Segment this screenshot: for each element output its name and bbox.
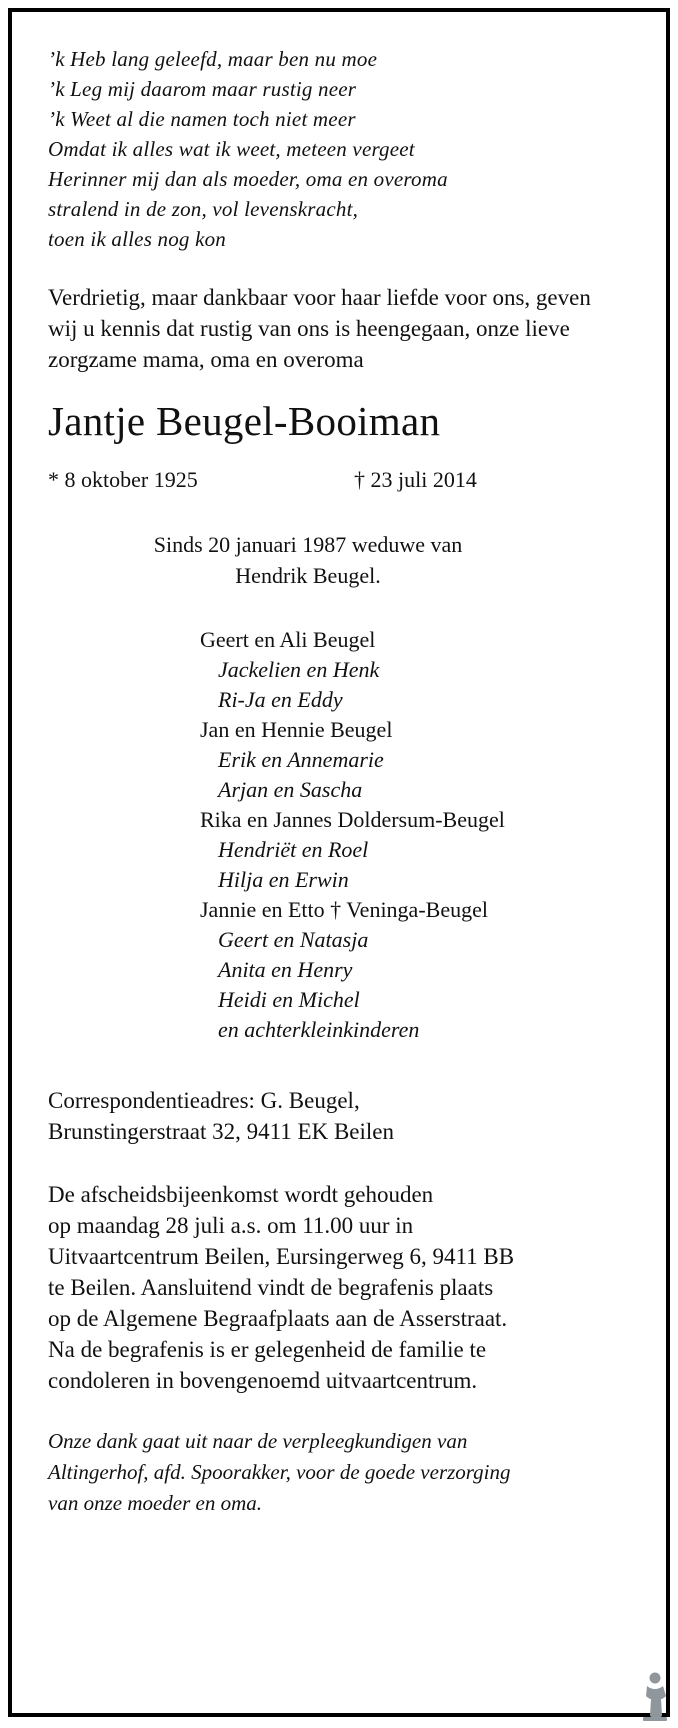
poem-line: ’k Weet al die namen toch niet meer bbox=[48, 107, 356, 131]
service-line: Na de begrafenis is er gelegenheid de familie te bbox=[48, 1337, 487, 1362]
poem-line: Omdat ik alles wat ik weet, meteen vergeet bbox=[48, 137, 415, 161]
correspondence-address bbox=[48, 1085, 628, 1147]
family-member: Anita en Henry bbox=[218, 957, 353, 982]
family-member: Hilja en Erwin bbox=[218, 867, 349, 892]
birth-date: * 8 oktober 1925 bbox=[48, 467, 198, 492]
service-line: op de Algemene Begraafplaats aan de Asserstraat. bbox=[48, 1306, 508, 1331]
service-line: condoleren in bovengenoemd uitvaartcentrum. bbox=[48, 1368, 478, 1393]
poem bbox=[48, 44, 628, 254]
dates-row bbox=[48, 465, 628, 495]
acknowledgement bbox=[48, 1426, 628, 1519]
correspondence-line: Correspondentieadres: G. Beugel, bbox=[48, 1088, 360, 1113]
poem-line: stralend in de zon, vol levenskracht, bbox=[48, 197, 359, 221]
family-member: Arjan en Sascha bbox=[218, 777, 363, 802]
family-member: Erik en Annemarie bbox=[218, 747, 384, 772]
family-member: Rika en Jannes Doldersum-Beugel bbox=[200, 807, 505, 832]
service-line: De afscheidsbijeenkomst wordt gehouden bbox=[48, 1182, 434, 1207]
family-member: Ri-Ja en Eddy bbox=[218, 687, 343, 712]
family-member: Geert en Natasja bbox=[218, 927, 369, 952]
family-list bbox=[200, 625, 628, 1045]
widow-note-line: Sinds 20 januari 1987 weduwe van bbox=[153, 532, 463, 557]
widow-note-line: Hendrik Beugel. bbox=[235, 563, 381, 588]
family-member: Heidi en Michel bbox=[218, 987, 360, 1012]
service-details bbox=[48, 1179, 628, 1396]
poem-line: Herinner mij dan als moeder, oma en overoma bbox=[48, 167, 448, 191]
acknowledgement-line: van onze moeder en oma. bbox=[48, 1491, 263, 1515]
family-member: en achterkleinkinderen bbox=[218, 1017, 420, 1042]
family-member: Jackelien en Henk bbox=[218, 657, 380, 682]
family-member: Hendriët en Roel bbox=[218, 837, 369, 862]
service-line: op maandag 28 juli a.s. om 11.00 uur in bbox=[48, 1213, 414, 1238]
deceased-name: Jantje Beugel-Booiman bbox=[48, 398, 441, 444]
death-date: † 23 juli 2014 bbox=[354, 467, 477, 492]
announcement-text: Verdrietig, maar dankbaar voor haar liefde voor ons, geven wij u kennis dat rustig van ons is heengegaan, onze lieve zorgzame mama, oma en overoma bbox=[48, 285, 591, 372]
poem-line: ’k Leg mij daarom maar rustig neer bbox=[48, 77, 357, 101]
family-member: Geert en Ali Beugel bbox=[200, 627, 376, 652]
service-line: Uitvaartcentrum Beilen, Eursingerweg 6, 9411 BB bbox=[48, 1244, 515, 1269]
obituary-card bbox=[8, 8, 670, 1717]
correspondence-line: Brunstingerstraat 32, 9411 EK Beilen bbox=[48, 1119, 394, 1144]
poem-line: ’k Heb lang geleefd, maar ben nu moe bbox=[48, 47, 378, 71]
family-member: Jannie en Etto † Veninga-Beugel bbox=[200, 897, 488, 922]
family-member: Jan en Hennie Beugel bbox=[200, 717, 393, 742]
service-line: te Beilen. Aansluitend vindt de begrafenis plaats bbox=[48, 1275, 494, 1300]
poem-line: toen ik alles nog kon bbox=[48, 227, 226, 251]
acknowledgement-line: Altingerhof, afd. Spoorakker, voor de goede verzorging bbox=[48, 1460, 511, 1484]
acknowledgement-line: Onze dank gaat uit naar de verpleegkundigen van bbox=[48, 1429, 468, 1453]
widow-note bbox=[48, 529, 568, 591]
publisher-statue-logo-icon bbox=[638, 1671, 672, 1723]
